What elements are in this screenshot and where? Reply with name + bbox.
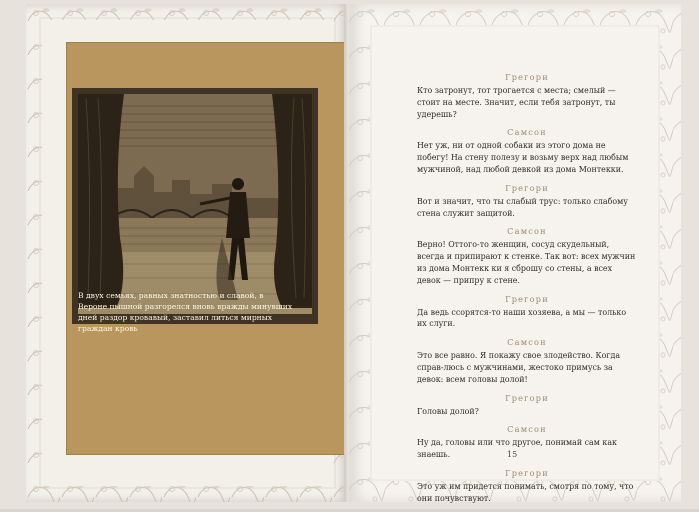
dialogue-entry-4 <box>417 226 637 286</box>
dialogue-entry-5 <box>417 294 637 331</box>
left-page <box>26 4 349 502</box>
dialogue-line: Кто затронут, тот трогается с места; смелый — стоит на месте. Значит, если тебя затронут, ты удерешь? <box>417 86 616 119</box>
dialogue-text <box>417 72 637 512</box>
dialogue-line: Головы долой? <box>417 406 479 416</box>
dialogue-line: Нет уж, ни от одной собаки из этого дома не побегу! На стену полезу и возьму верх над любым мужчиной, над любой девкой из дома Монтекки. <box>417 141 629 174</box>
illustration-caption: В двух семьях, равных знатностью и славой, в Вероне пышной разгорелся вновь вражды минувших дней раздор кровавый, заставил литься мирных граждан кровь <box>78 291 293 333</box>
speaker-name: Самсон <box>507 226 547 237</box>
speaker-name: Грегори <box>505 293 549 304</box>
stage-engraving-icon <box>72 88 318 324</box>
speaker-name: Самсон <box>507 424 547 435</box>
speaker-name: Самсон <box>507 127 547 138</box>
dialogue-line: Верно! Оттого-то женщин, сосуд скудельный, всегда и припирают к стенке. Так вот: всех мужчин из дома Монтекк ки я сброшу со стены, а всех девок — припру к стене. <box>417 240 636 285</box>
dialogue-line: Это уж им придется понимать, смотря по тому, что они почувствуют. <box>417 481 634 503</box>
speaker-name: Самсон <box>507 337 547 348</box>
page-number: 15 <box>507 450 518 459</box>
dialogue-entry-3 <box>417 183 637 220</box>
dialogue-entry-6 <box>417 337 637 385</box>
dialogue-entry-2 <box>417 127 637 175</box>
speaker-name: Грегори <box>505 182 549 193</box>
dialogue-entry-1 <box>417 72 637 120</box>
dialogue-line: Это все равно. Я покажу свое злодейство. Когда справ-люсь с мужчинами, жестоко примусь за девок: всем головы долой! <box>417 351 621 384</box>
dialogue-entry-7 <box>417 393 637 418</box>
right-page <box>349 4 681 502</box>
speaker-name: Грегори <box>505 392 549 403</box>
illustration-panel <box>66 42 358 455</box>
dialogue-line: Да ведь ссорятся-то наши хозяева, а мы — только их слуги. <box>417 307 627 329</box>
dialogue-line: Ну да, головы или что другое, понимай сам как знаешь. <box>417 438 617 460</box>
dialogue-line: Вот и значит, что ты слабый трус: только слабому стена служит защитой. <box>417 196 628 218</box>
speaker-name: Грегори <box>505 72 549 82</box>
dialogue-entry-9 <box>417 468 637 505</box>
speaker-name: Грегори <box>505 467 549 478</box>
dialogue-entry-8 <box>417 424 637 461</box>
